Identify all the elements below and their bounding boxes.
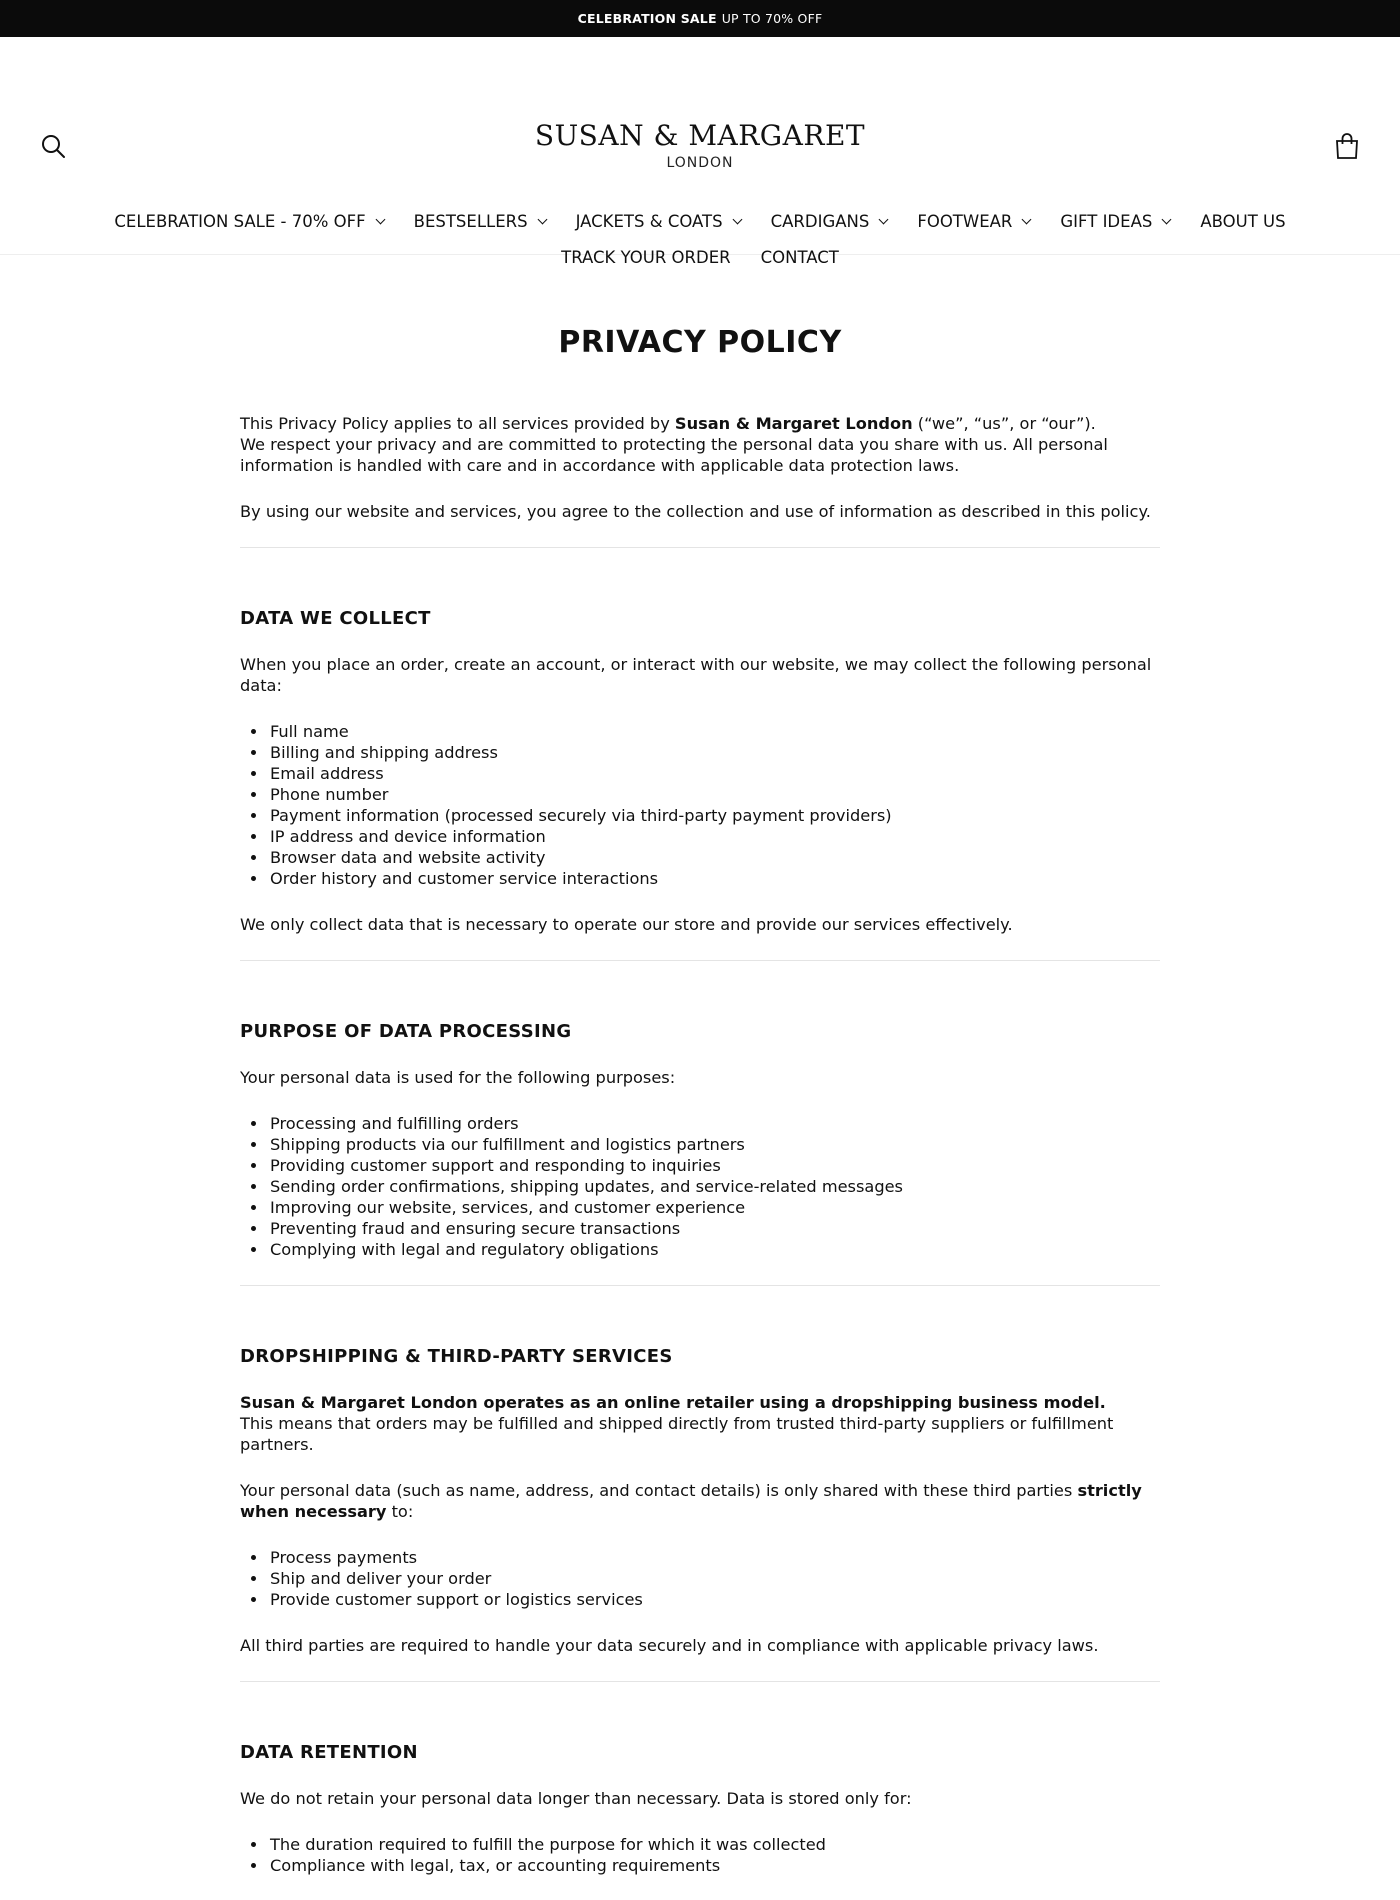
third-party-list [240, 1547, 1160, 1610]
sharing-emphasis: strictly when necessary [240, 1481, 1142, 1521]
site-header [0, 37, 1400, 267]
dropshipping-bold-line: Susan & Margaret London operates as an online retailer using a dropshipping business model. [240, 1393, 1106, 1412]
chevron-down-icon [732, 214, 742, 224]
list-item: Ship and deliver your order [240, 1568, 1160, 1589]
list-item: Billing and shipping address [240, 742, 1160, 763]
intro-agreement: By using our website and services, you agree to the collection and use of information as described in this policy. [240, 502, 1151, 521]
list-item: Process payments [240, 1547, 1160, 1568]
section-heading: DATA WE COLLECT [240, 608, 431, 629]
chevron-down-icon [537, 214, 547, 224]
dropshipping-intro [240, 1392, 1160, 1455]
section-lead: Your personal data is used for the following purposes: [240, 1068, 676, 1087]
announcement-bold: CELEBRATION SALE [577, 11, 717, 26]
shopping-bag-icon[interactable] [1334, 132, 1360, 160]
collected-data-list [240, 721, 1160, 889]
nav-row-primary [0, 203, 1400, 239]
intro-text: We respect your privacy and are committed to protecting the personal data you share with us. All personal information is handled with care and in accordance with applicable data protection laws. [240, 435, 1108, 475]
dropshipping-sharing [240, 1480, 1160, 1522]
section-divider [240, 960, 1160, 961]
list-item: Shipping products via our fulfillment and logistics partners [240, 1134, 1160, 1155]
nav-item-contact[interactable] [746, 248, 854, 267]
main-navigation [0, 203, 1400, 275]
chevron-down-icon [1022, 214, 1032, 224]
list-item: Order history and customer service interactions [240, 868, 1160, 889]
list-item: Providing customer support and responding to inquiries [240, 1155, 1160, 1176]
section-divider [240, 1285, 1160, 1286]
intro-paragraph [240, 413, 1160, 476]
page-title: PRIVACY POLICY [558, 325, 842, 360]
section-heading: DATA RETENTION [240, 1742, 418, 1763]
list-item: Browser data and website activity [240, 847, 1160, 868]
nav-item-jackets-coats[interactable] [561, 212, 756, 231]
nav-label: TRACK YOUR ORDER [561, 247, 731, 267]
section-closing: We only collect data that is necessary to operate our store and provide our services effectively. [240, 915, 1013, 934]
brand-logo[interactable] [0, 120, 1400, 171]
sharing-text: Your personal data (such as name, address, and contact details) is only shared with these third parties [240, 1481, 1078, 1500]
retention-list [240, 1834, 1160, 1876]
section-lead: When you place an order, create an account, or interact with our website, we may collect the following personal data: [240, 655, 1152, 695]
intro-text: (“we”, “us”, or “our”). [912, 414, 1096, 433]
sharing-text: to: [386, 1502, 414, 1521]
nav-item-about-us[interactable] [1185, 212, 1300, 231]
nav-label: BESTSELLERS [413, 211, 528, 231]
section-heading: PURPOSE OF DATA PROCESSING [240, 1021, 572, 1042]
company-name: Susan & Margaret London [674, 414, 913, 433]
nav-label: ABOUT US [1200, 211, 1286, 231]
nav-label: CONTACT [760, 247, 839, 267]
dropshipping-line: This means that orders may be fulfilled and shipped directly from trusted third-party suppliers or fulfillment partners. [240, 1414, 1114, 1454]
nav-item-track-order[interactable] [546, 248, 745, 267]
brand-location: LONDON [666, 155, 734, 171]
announcement-bar [0, 0, 1400, 37]
list-item: Preventing fraud and ensuring secure transactions [240, 1218, 1160, 1239]
list-item: Sending order confirmations, shipping updates, and service-related messages [240, 1176, 1160, 1197]
list-item: Complying with legal and regulatory obligations [240, 1239, 1160, 1260]
nav-item-cardigans[interactable] [756, 212, 903, 231]
nav-label: FOOTWEAR [917, 211, 1013, 231]
policy-content [240, 255, 1160, 1876]
nav-label: CELEBRATION SALE - 70% OFF [114, 211, 366, 231]
nav-label: JACKETS & COATS [575, 211, 723, 231]
nav-row-secondary [0, 239, 1400, 275]
nav-item-gift-ideas[interactable] [1045, 212, 1185, 231]
list-item: Payment information (processed securely via third-party payment providers) [240, 805, 1160, 826]
list-item: Full name [240, 721, 1160, 742]
nav-label: CARDIGANS [770, 211, 870, 231]
list-item: Compliance with legal, tax, or accounting requirements [240, 1855, 1160, 1876]
purpose-list [240, 1113, 1160, 1260]
chevron-down-icon [879, 214, 889, 224]
list-item: Improving our website, services, and customer experience [240, 1197, 1160, 1218]
section-heading: DROPSHIPPING & THIRD-PARTY SERVICES [240, 1346, 673, 1367]
nav-item-footwear[interactable] [902, 212, 1045, 231]
chevron-down-icon [375, 214, 385, 224]
brand-name: SUSAN & MARGARET [534, 119, 866, 152]
list-item: Phone number [240, 784, 1160, 805]
list-item: Email address [240, 763, 1160, 784]
section-divider [240, 547, 1160, 548]
section-closing: All third parties are required to handle your data securely and in compliance with applicable privacy laws. [240, 1636, 1099, 1655]
announcement-text: UP TO 70% OFF [721, 11, 823, 26]
nav-item-celebration-sale[interactable] [99, 212, 398, 231]
chevron-down-icon [1162, 214, 1172, 224]
list-item: Provide customer support or logistics services [240, 1589, 1160, 1610]
list-item: Processing and fulfilling orders [240, 1113, 1160, 1134]
list-item: IP address and device information [240, 826, 1160, 847]
section-lead: We do not retain your personal data longer than necessary. Data is stored only for: [240, 1789, 912, 1808]
nav-label: GIFT IDEAS [1060, 211, 1153, 231]
list-item: The duration required to fulfill the purpose for which it was collected [240, 1834, 1160, 1855]
section-divider [240, 1681, 1160, 1682]
intro-text: This Privacy Policy applies to all services provided by [240, 414, 675, 433]
nav-item-bestsellers[interactable] [399, 212, 561, 231]
